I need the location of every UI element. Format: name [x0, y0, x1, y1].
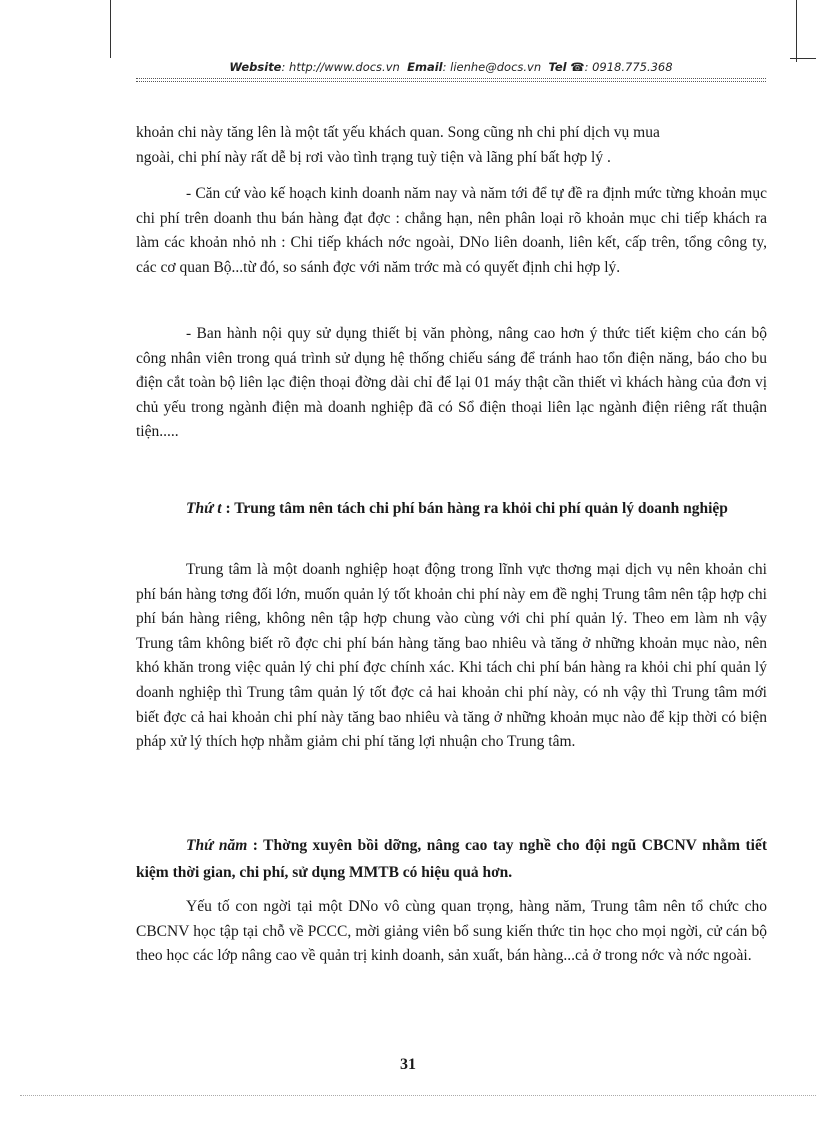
tel-value: : 0918.775.368: [584, 60, 673, 74]
website-link[interactable]: : http://www.docs.vn: [281, 60, 400, 74]
section-heading-5-label: Thứ năm: [186, 837, 248, 854]
section-heading-4-text: : Trung tâm nên tách chi phí bán hàng ra khỏi chi phí quản lý doanh nghiệp: [221, 500, 728, 517]
crop-mark-left: [110, 0, 111, 58]
page-header: [136, 60, 766, 74]
section-heading-5: [136, 832, 767, 886]
crop-mark-right: [796, 0, 797, 62]
paragraph-3-text: - Ban hành nội quy sử dụng thiết bị văn phòng, nâng cao hơn ý thức tiết kiệm cho cán bộ công nhân viên trong quá trình sử dụng hệ thống chiếu sáng để tránh hao tổn điện năng, báo cho bu điện cắt toàn bộ liên lạc điện thoại đờng dài chỉ để lại 01 máy thật cần thiết vì khách hàng của đơn vị chủ yếu trong ngành điện mà doanh nghiệp đã có Sổ điện thoại liên lạc ngành điện riêng rất thuận tiện.....: [136, 325, 767, 441]
phone-icon: ☎: [570, 60, 585, 74]
paragraph-5: [136, 895, 767, 969]
paragraph-1-line-2: ngoài, chi phí này rất dễ bị rơi vào tình trạng tuỳ tiện và lãng phí bất hợp lý .: [136, 148, 611, 166]
paragraph-4: [136, 558, 767, 755]
website-label: Website: [229, 60, 282, 74]
paragraph-3: [136, 322, 767, 445]
page-number: 31: [400, 1056, 416, 1073]
tel-label: Tel: [548, 60, 567, 74]
email-label: Email: [407, 60, 443, 74]
header-rule-secondary: [136, 81, 766, 82]
section-heading-4: [136, 495, 767, 522]
crop-mark-right-horizontal: [790, 58, 816, 59]
footer-rule: [20, 1095, 816, 1096]
section-heading-4-label: Thứ t: [186, 500, 222, 517]
paragraph-1-line-1: khoản chi này tăng lên là một tất yếu khách quan. Song cũng nh chi phí dịch vụ mua: [136, 124, 660, 141]
paragraph-4-text: Trung tâm là một doanh nghiệp hoạt động trong lĩnh vực thơng mại dịch vụ nên khoản chi phí bán hàng tơng đối lớn, muốn quản lý tốt khoản chi phí này em đề nghị Trung tâm nên tập hợp chi phí bán hàng riêng, không nên tập hợp chung vào cùng với chi phí quản lý. Theo em làm nh vậy Trung tâm không biết rõ đợc chi phí bán hàng tăng bao nhiêu và tăng ở những khoản mục nào, nên khó khăn trong việc quản lý chi phí đợc chính xác. Khi tách chi phí bán hàng ra khỏi chi phí quản lý doanh nghiệp thì Trung tâm quản lý tốt đợc cả hai khoản chi phí này, có nh vậy thì Trung tâm mới biết đợc cả hai khoản chi phí này tăng bao nhiêu và tăng ở những khoản mục nào để kịp thời có biện pháp xử lý thích hợp nhằm giảm chi phí tăng lợi nhuận cho Trung tâm.: [136, 561, 767, 751]
paragraph-2: [136, 182, 767, 280]
paragraph-2-text: - Căn cứ vào kế hoạch kinh doanh năm nay và năm tới để tự đề ra định mức từng khoản mục chi phí trên doanh thu bán hàng đạt đợc : chẳng hạn, nên phân loại rõ khoản mục chi tiếp khách ra làm các khoản nhỏ nh : Chi tiếp khách nớc ngoài, DNo liên doanh, liên kết, cấp trên, tổng công ty, các cơ quan Bộ...từ đó, so sánh đợc với năm trớc mà có quyết định chi hợp lý.: [136, 185, 767, 276]
header-rule: [136, 78, 766, 79]
paragraph-5-text: Yếu tố con ngời tại một DNo vô cùng quan trọng, hàng năm, Trung tâm nên tổ chức cho CBCNV học tập tại chỗ về PCCC, mời giảng viên bổ sung kiến thức tin học cho mọi ngời, cử cán bộ theo học các lớp nâng cao về quản trị kinh doanh, sản xuất, bán hàng...cả ở trong nớc và nớc ngoài.: [136, 898, 767, 965]
email-link[interactable]: : lienhe@docs.vn: [442, 60, 542, 74]
paragraph-1: [136, 121, 767, 170]
section-heading-5-text: : Thờng xuyên bồi dỡng, nâng cao tay nghề cho đội ngũ CBCNV nhằm tiết kiệm thời gian, chi phí, sử dụng MMTB có hiệu quả hơn.: [136, 837, 767, 881]
